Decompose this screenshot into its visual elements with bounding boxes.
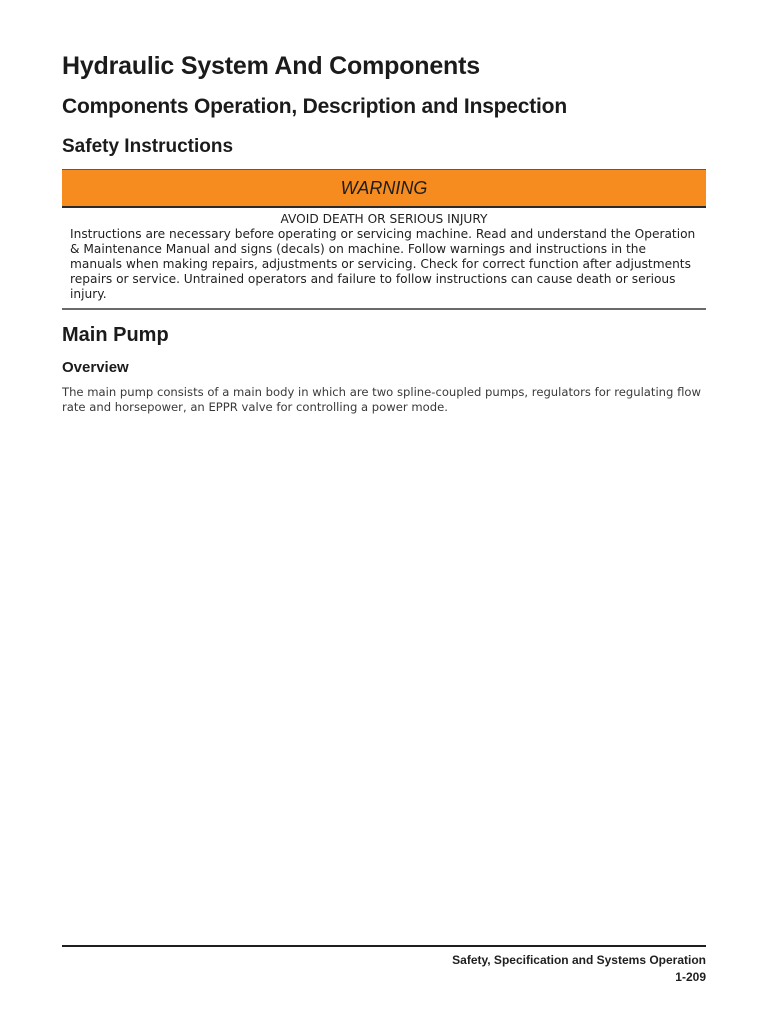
warning-box (62, 169, 706, 310)
footer-divider (62, 945, 706, 947)
warning-title: WARNING (340, 177, 428, 198)
section-heading-main-pump: Main Pump (62, 324, 169, 346)
overview-paragraph: The main pump consists of a main body in which are two spline-coupled pumps, regulators for regulating flow rate and horsepower, an EPPR valve for controlling a power mode. (62, 385, 701, 414)
section-heading-safety: Safety Instructions (62, 136, 234, 157)
footer-section-title: Safety, Specification and Systems Operation (452, 953, 706, 967)
warning-headline: AVOID DEATH OR SERIOUS INJURY (280, 212, 488, 226)
page-title: Hydraulic System And Components (62, 52, 480, 80)
subsection-heading-overview: Overview (62, 359, 129, 376)
warning-body (62, 208, 706, 310)
warning-text: Instructions are necessary before operating or servicing machine. Read and understand the Operation & Maintenance Manual and signs (decals) on machine. Follow warnings and instructions in the manuals when making repairs, adjustments or servicing. Check for correct function after adjustments repairs or service. Untrained operators and failure to follow instructions can cause death or serious injury. (70, 227, 696, 301)
warning-header (62, 169, 706, 208)
page-subtitle: Components Operation, Description and Inspection (62, 95, 567, 118)
footer-page-number: 1-209 (675, 970, 706, 984)
